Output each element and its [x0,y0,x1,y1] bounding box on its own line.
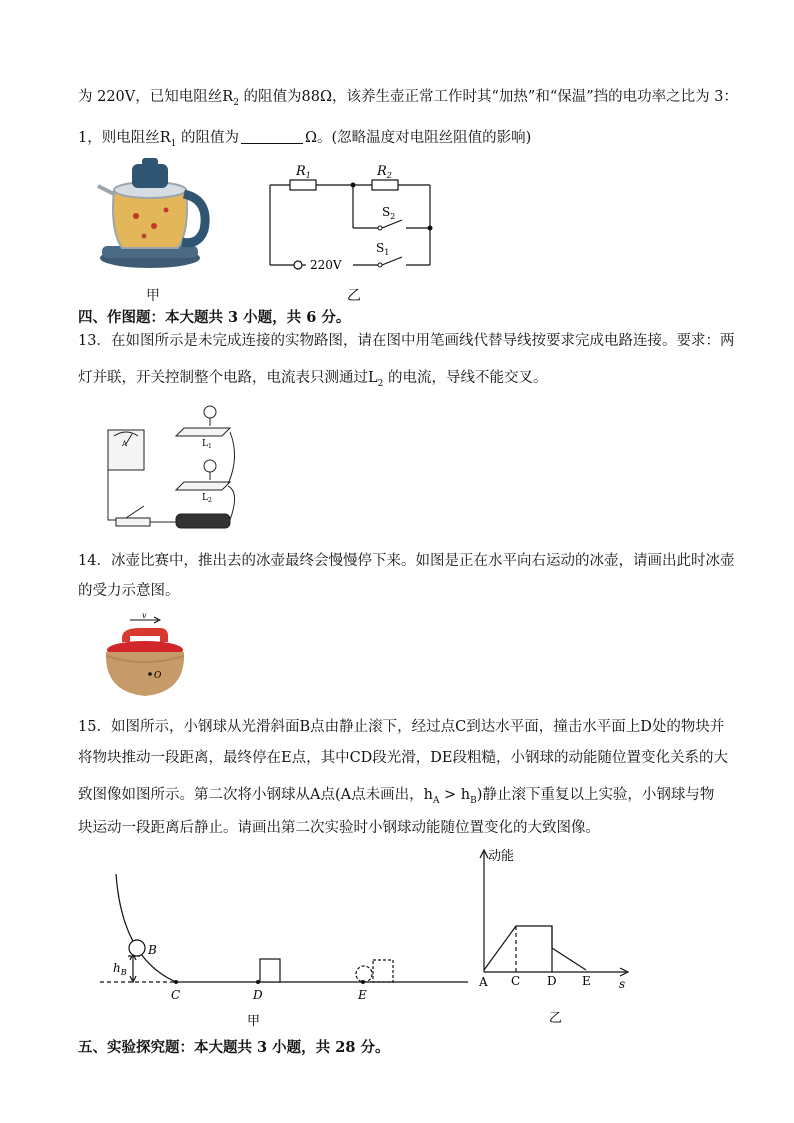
q12-caption-yi: 乙 [347,288,361,304]
q12-line2-c: Ω。(忽略温度对电阻丝阻值的影响) [305,130,532,146]
q14-line2: 的受力示意图。 [78,583,180,599]
q12-line1 [78,87,738,113]
circuit-diagram [262,158,442,273]
q15-line3-subb: B [470,795,477,806]
q15-line3-suba: A [432,795,440,806]
q12-line2-sub: 1 [170,138,177,149]
physical-circuit-image [100,402,250,538]
q12-caption-jia: 甲 [146,288,160,304]
tick-e: E [582,974,591,988]
s2-label: $S_2$ [382,205,396,221]
q13-line1: 13．在如图所示是未完成连接的实物路图，请在图中用笔画线代替导线按要求完成电路连接。要求：两 [78,333,735,349]
hb-label: $h_B$ [113,961,127,977]
q13-line2-a: 灯并联，开关控制整个电路，电流表只测通过L [78,370,378,386]
q12-line1-a: 为 220V，已知电阻丝R [78,89,234,105]
lamp1-label: $L_1$ [202,439,212,450]
q15-line3-a: 致图像如图所示。第二次将小钢球从A点(A点未画出，h [78,787,433,803]
q15-line2: 将物块推动一段距离，最终停在E点，其中CD段光滑，DE段粗糙，小钢球的动能随位置变化关系的大 [78,750,729,766]
r2-label: $R_2$ [377,164,392,180]
q12-line2-a: 1，则电阻丝R [78,130,171,146]
voltage-label: 220V [310,258,342,272]
r1-label: $R_1$ [296,164,311,180]
lamp2-label: $L_2$ [202,493,212,504]
q13-line2 [78,368,547,394]
curling-stone-image [100,612,190,702]
q15-line4: 块运动一段距离后静止。请画出第二次实验时小钢球动能随位置变化的大致图像。 [78,820,600,836]
q15-line3 [78,785,714,811]
s1-label: $S_1$ [376,241,390,257]
kettle-image [92,150,212,272]
q12-line2-b: 的阻值为 [176,130,239,146]
q15-line3-b: )静止滚下重复以上实验，小钢球与物 [476,787,715,803]
q15-line3-gt: > h [439,787,471,803]
q15-line1: 15．如图所示，小钢球从光滑斜面B点由静止滚下，经过点C到达水平面，撞击水平面上D处的物块并 [78,719,725,735]
section4-title: 四、作图题：本大题共 3 小题，共 6 分。 [78,309,351,326]
kinetic-energy-graph [474,844,634,1029]
q13-line2-b: 的电流，导线不能交叉。 [383,370,548,386]
q13-line2-sub: 2 [377,378,384,389]
tick-a: A [479,975,488,989]
slope-track-diagram [100,868,480,1028]
q12-line1-b: 的阻值为88Ω，该养生壶正常工作时其“加热”和“保温”挡的电功率之比为 3： [238,89,738,105]
tick-d: D [547,974,557,988]
point-d-label: D [253,988,263,1002]
tick-c: C [511,974,521,988]
answer-blank[interactable] [241,129,303,144]
point-e-label: E [358,988,367,1002]
point-c-label: C [171,988,181,1002]
velocity-label: v [142,612,147,620]
point-b-label: B [148,943,157,957]
graph-ylabel: 动能 [488,849,515,864]
center-label: O [154,671,162,681]
q14-line1: 14．冰壶比赛中，推出去的冰壶最终会慢慢停下来。如图是正在水平向右运动的冰壶，请画出此时冰壶 [78,553,735,569]
section5-title: 五、实验探究题：本大题共 3 小题，共 28 分。 [78,1039,390,1056]
ammeter-label: A [122,440,128,448]
fig-yi-caption: 乙 [549,1011,563,1026]
graph-xlabel: s [619,977,626,991]
fig-jia-caption: 甲 [247,1014,261,1028]
q12-line1-sub: 2 [233,97,239,108]
